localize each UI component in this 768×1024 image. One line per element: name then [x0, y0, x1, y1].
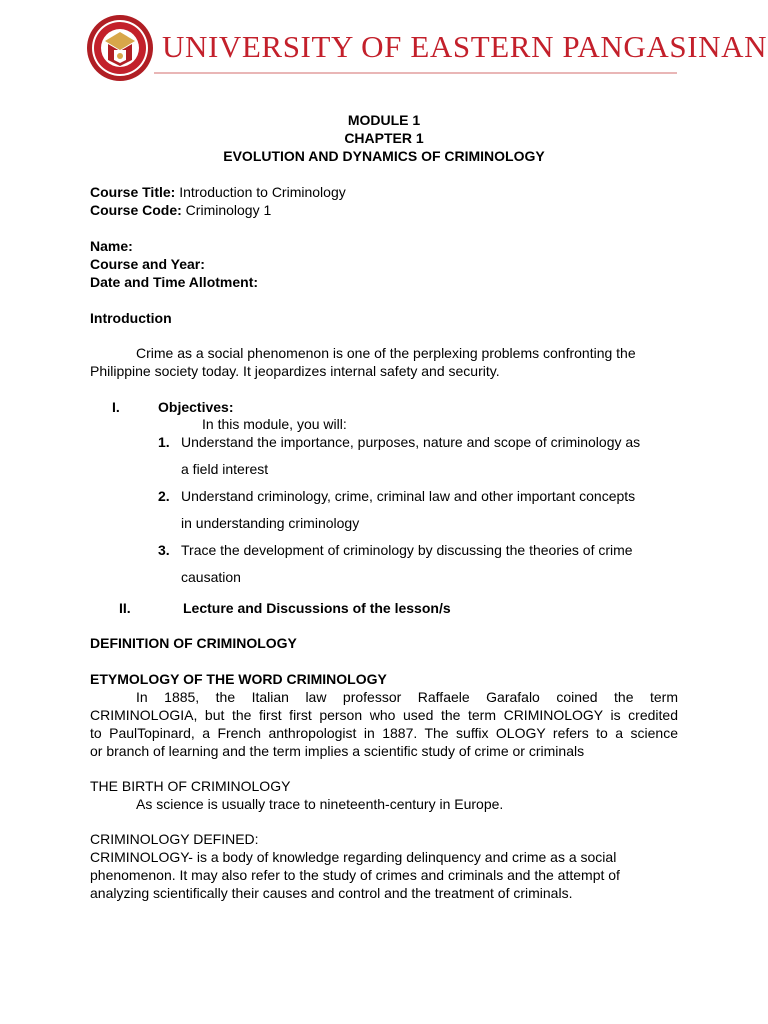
- etymology-line: to PaulTopinard, a French anthropologist in 1887. The suffix OLOGY refers to a science: [90, 725, 678, 741]
- topic-title: EVOLUTION AND DYNAMICS OF CRIMINOLOGY: [223, 148, 545, 164]
- objective-item: Trace the development of criminology by discussing the theories of crime: [181, 542, 633, 558]
- course-code-row: [90, 201, 271, 219]
- objective-item: Understand criminology, crime, criminal law and other important concepts: [181, 488, 636, 504]
- course-code-value: Criminology 1: [181, 202, 272, 218]
- university-seal-logo: [86, 14, 154, 82]
- university-name: UNIVERSITY OF EASTERN PANGASINAN: [162, 29, 768, 64]
- etymology-heading: ETYMOLOGY OF THE WORD CRIMINOLOGY: [90, 671, 387, 687]
- defined-line: CRIMINOLOGY- is a body of knowledge regarding delinquency and crime as a social: [90, 849, 617, 865]
- objectives-numeral: I.: [112, 399, 120, 415]
- course-title-value: Introduction to Criminology: [175, 184, 346, 200]
- module-title: MODULE 1: [347, 112, 421, 128]
- lecture-numeral: II.: [119, 600, 131, 616]
- course-title-row: [90, 183, 346, 201]
- objective-number: 3.: [158, 542, 170, 558]
- objective-item: in understanding criminology: [181, 515, 360, 531]
- introduction-line: Crime as a social phenomenon is one of the perplexing problems confronting the: [136, 345, 636, 361]
- objective-number: 2.: [158, 488, 170, 504]
- etymology-line: CRIMINOLOGIA, but the first first person who used the term CRIMINOLOGY is credited: [90, 707, 678, 723]
- course-code-label: Course Code:: [90, 202, 182, 218]
- birth-text: As science is usually trace to nineteenth-century in Europe.: [136, 796, 504, 812]
- birth-heading: THE BIRTH OF CRIMINOLOGY: [90, 778, 291, 794]
- objective-item: a field interest: [181, 461, 269, 477]
- objective-number: 1.: [158, 434, 170, 450]
- objective-item: causation: [181, 569, 241, 585]
- introduction-line: Philippine society today. It jeopardizes internal safety and security.: [90, 363, 500, 379]
- name-field: Name:: [90, 238, 133, 254]
- definition-heading: DEFINITION OF CRIMINOLOGY: [90, 635, 297, 651]
- header-divider: [154, 72, 677, 74]
- date-time-field: Date and Time Allotment:: [90, 274, 259, 290]
- introduction-heading: Introduction: [90, 310, 172, 326]
- course-year-field: Course and Year:: [90, 256, 205, 272]
- etymology-line: In 1885, the Italian law professor Raffaele Garafalo coined the term: [136, 689, 678, 705]
- objectives-intro: In this module, you will:: [202, 416, 347, 432]
- objectives-heading: Objectives:: [158, 399, 234, 415]
- defined-heading: CRIMINOLOGY DEFINED:: [90, 831, 259, 847]
- defined-line: analyzing scientifically their causes and control and the treatment of criminals.: [90, 885, 573, 901]
- etymology-line: or branch of learning and the term implies a scientific study of crime or criminals: [90, 743, 585, 759]
- lecture-heading: Lecture and Discussions of the lesson/s: [183, 600, 451, 616]
- chapter-title: CHAPTER 1: [344, 130, 424, 146]
- objective-item: Understand the importance, purposes, nature and scope of criminology as: [181, 434, 641, 450]
- course-title-label: Course Title:: [90, 184, 176, 200]
- defined-line: phenomenon. It may also refer to the study of crimes and criminals and the attempt of: [90, 867, 620, 883]
